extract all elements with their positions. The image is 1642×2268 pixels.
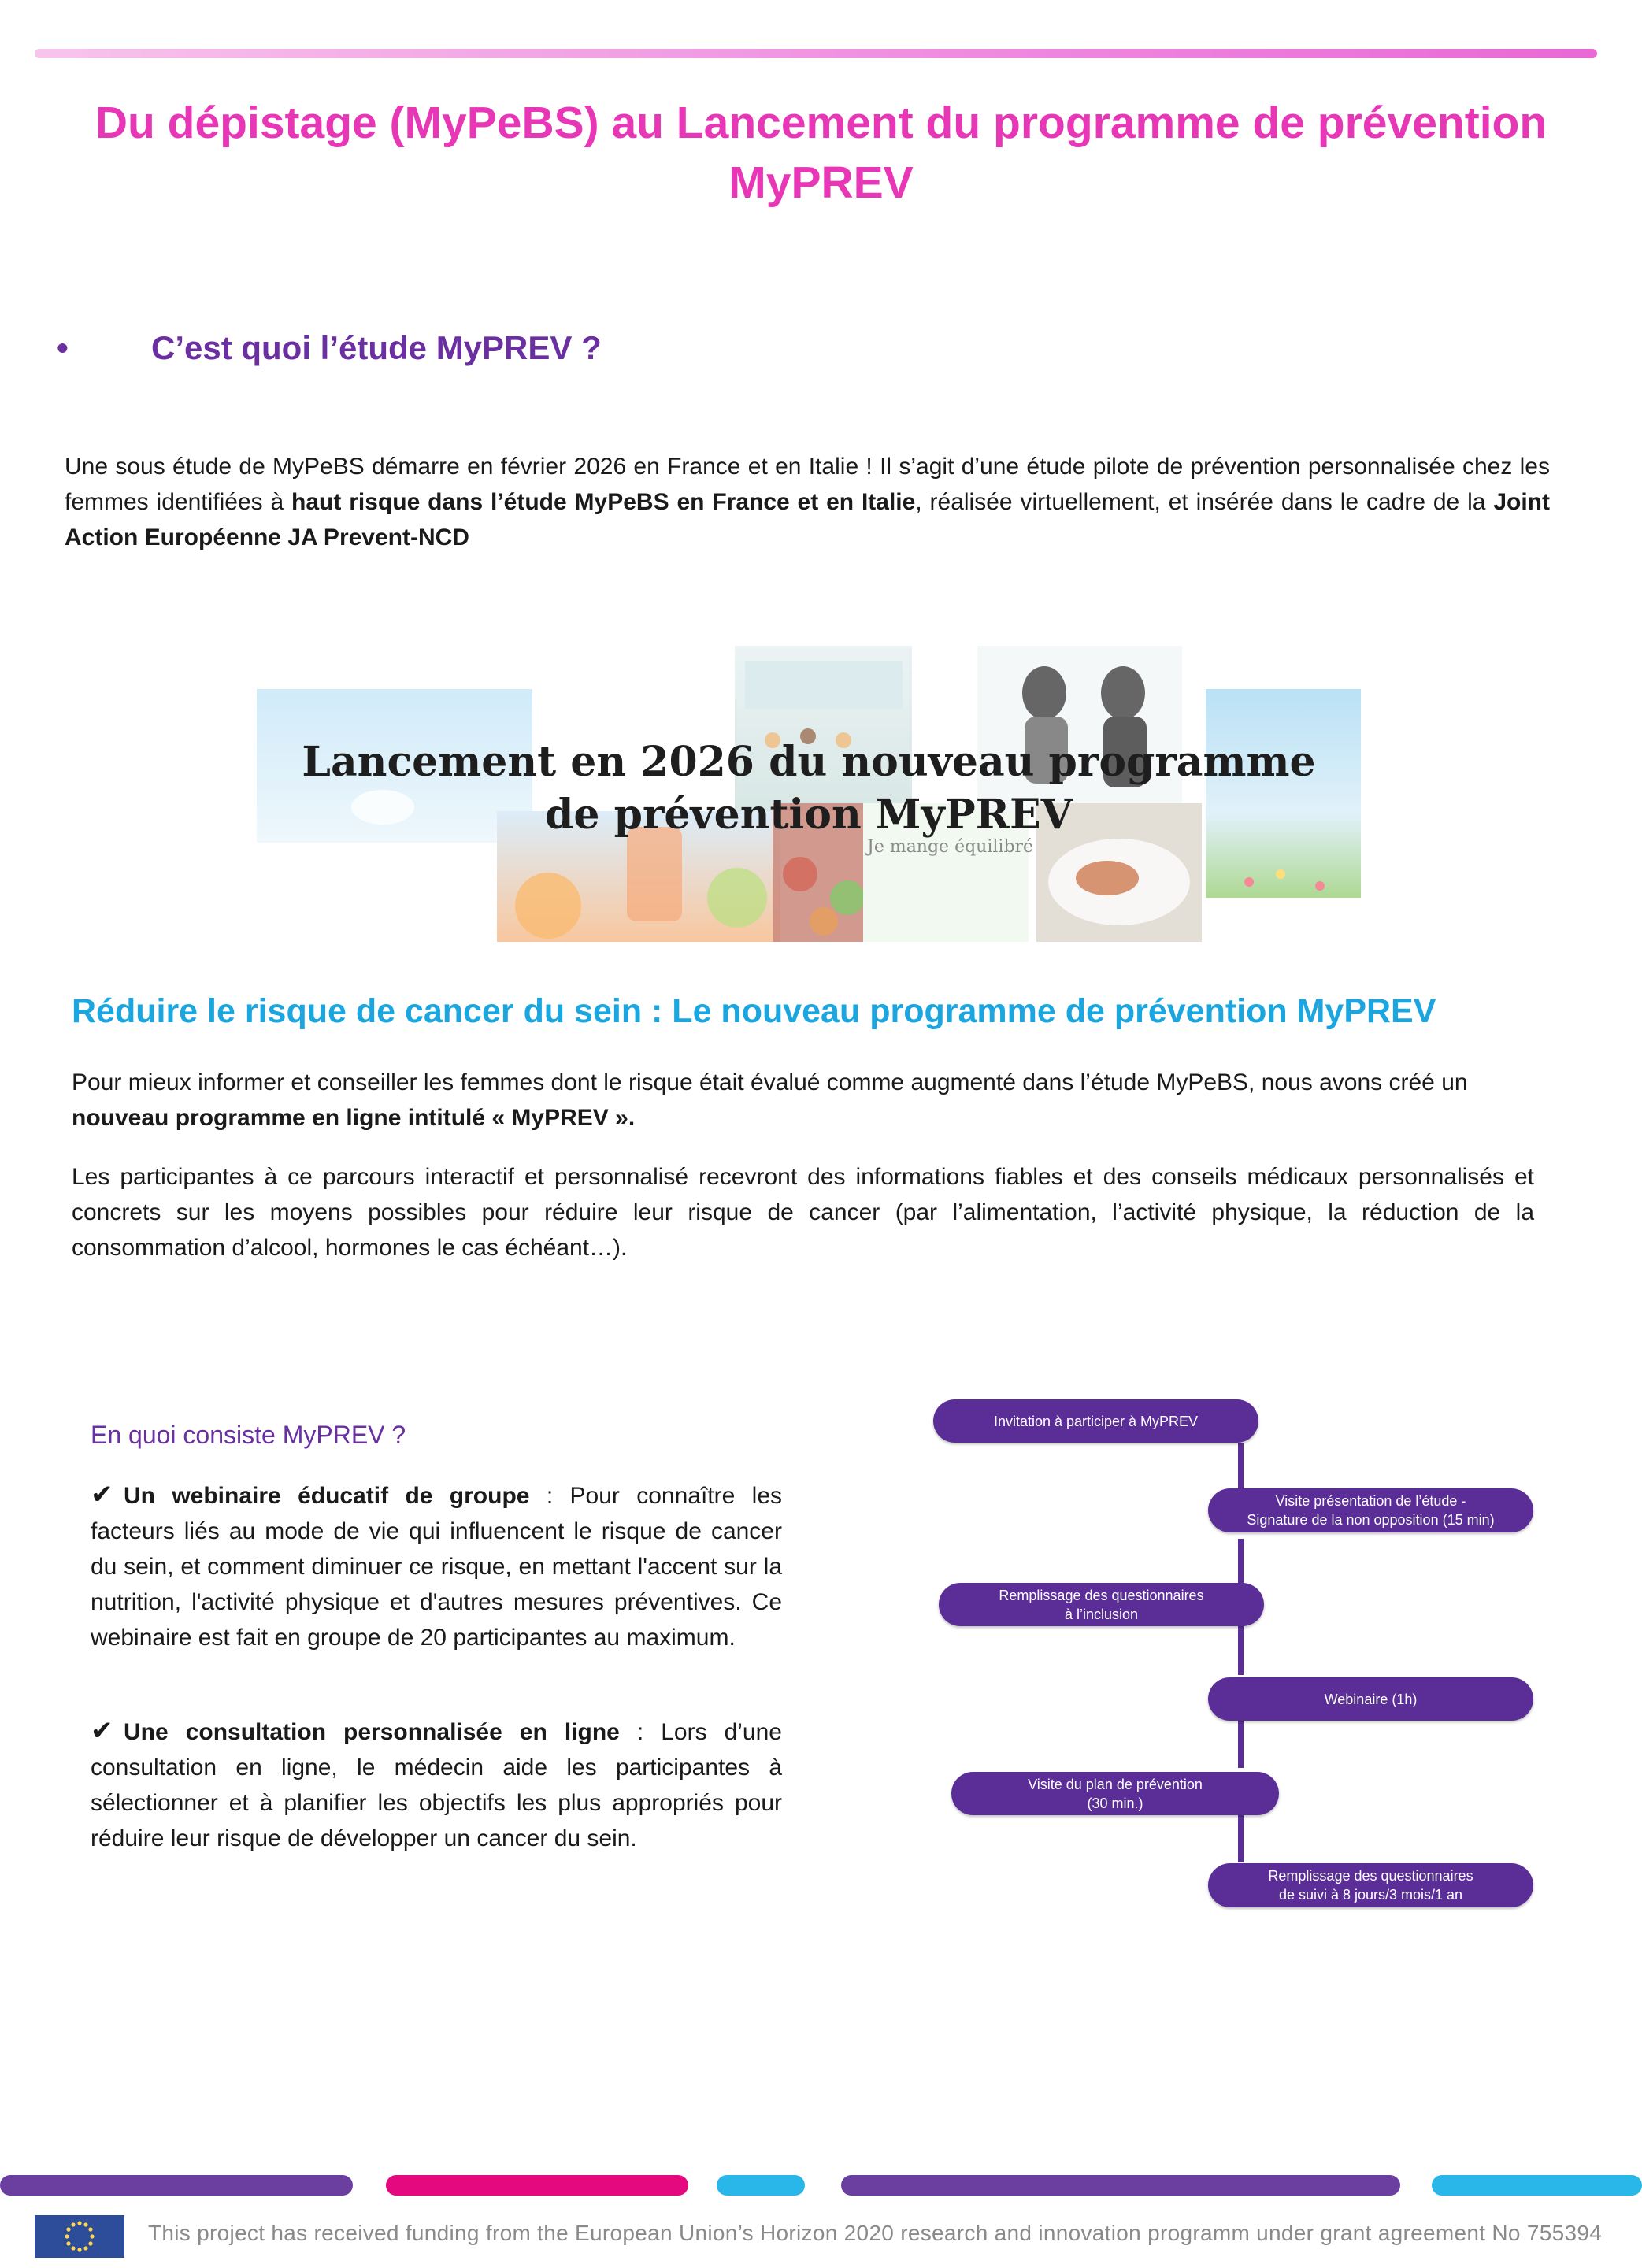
footer-bar-blue	[717, 2175, 805, 2196]
eu-flag-icon	[35, 2215, 124, 2258]
section-heading-reduce-risk: Réduire le risque de cancer du sein : Le nouveau programme de prévention MyPREV	[72, 992, 1436, 1030]
funding-statement: This project has received funding from the European Union’s Horizon 2020 research and innovation programm under grant agreement No 755394	[148, 2221, 1603, 2245]
flow-connector	[1238, 1625, 1244, 1675]
intro-text-1: Une sous étude de MyPeBS démarre en février 2026 en France et en Italie ! Il s’agit d’une étude pilote de prévention personnalisée chez les femmes identifiées à	[65, 454, 1550, 515]
flow-connector	[1238, 1443, 1244, 1488]
page-title: Du dépistage (MyPeBS) au Lancement du programme de prévention MyPREV	[95, 98, 1547, 208]
flow-connector	[1238, 1814, 1244, 1862]
footer-bar-blue-2	[1432, 2175, 1642, 2196]
section-heading-text: C’est quoi l’étude MyPREV ?	[151, 329, 602, 366]
flow-connector	[1238, 1539, 1244, 1583]
intro-text-2: , réalisée virtuellement, et insérée dans le cadre de la	[915, 489, 1494, 515]
program-intro-bold: nouveau programme en ligne intitulé « MyPREV ».	[72, 1105, 636, 1131]
consiste-item-webinar	[91, 1477, 782, 1655]
banner-caption: Je mange équilibré	[867, 837, 1034, 857]
section-heading-mystudy	[57, 329, 602, 367]
top-decorative-bar	[35, 49, 1597, 58]
item-title: Une consultation personnalisée en ligne	[124, 1719, 620, 1745]
flow-step-followup-questionnaires: Remplissage des questionnaires de suivi à 8 jours/3 mois/1 an	[1208, 1863, 1533, 1907]
flow-step-inclusion-questionnaires: Remplissage des questionnaires à l’inclusion	[939, 1583, 1264, 1626]
consiste-title: En quoi consiste MyPREV ?	[91, 1421, 406, 1449]
checkmark-icon: ✔	[91, 1716, 113, 1746]
item-text: : Pour connaître les facteurs liés au mode de vie qui influencent le risque de cancer du sein, et comment diminuer ce risque, en mettant l'accent sur la nutrition, l'activité physique et d'autres mesures préventives. Ce webinaire est fait en groupe de 20 participantes au maximum.	[91, 1483, 782, 1651]
flow-step-webinar: Webinaire (1h)	[1208, 1677, 1533, 1721]
intro-bold-2: Joint Action Européenne JA Prevent-NCD	[65, 489, 1550, 550]
item-text: : Lors d’une consultation en ligne, le médecin aide les participantes à sélectionner et à planifier les objectifs les plus appropriés pour réduire leur risque de développer un cancer du sein.	[91, 1719, 782, 1851]
program-intro-paragraph	[72, 1065, 1534, 1136]
flow-connector	[1238, 1719, 1244, 1768]
intro-bold-1: haut risque dans l’étude MyPeBS en France et en Italie	[291, 489, 916, 515]
checkmark-icon: ✔	[91, 1480, 113, 1510]
item-title: Un webinaire éducatif de groupe	[124, 1483, 530, 1509]
bullet-point: •	[57, 329, 69, 366]
banner-line1: Lancement en 2026 du nouveau programme	[302, 738, 1316, 786]
footer-bar-pink	[386, 2175, 688, 2196]
flow-step-presentation-visit: Visite présentation de l’étude - Signature de la non opposition (15 min)	[1208, 1488, 1533, 1532]
flow-step-invitation: Invitation à participer à MyPREV	[933, 1399, 1258, 1443]
flow-step-prevention-plan: Visite du plan de prévention (30 min.)	[951, 1772, 1279, 1815]
program-intro-text: Pour mieux informer et conseiller les femmes dont le risque était évalué comme augmenté dans l’étude MyPeBS, nous avons créé un	[72, 1069, 1468, 1095]
footer-bar-purple	[0, 2175, 353, 2196]
banner-line2: de prévention MyPREV	[545, 791, 1073, 839]
consiste-item-consultation	[91, 1714, 782, 1856]
intro-paragraph	[65, 449, 1550, 555]
program-details-paragraph: Les participantes à ce parcours interactif et personnalisé recevront des informations fiables et des conseils médicaux personnalisés et concrets sur les moyens possibles pour réduire leur risque de cancer (par l’alimentation, l’activité physique, la réduction de la consommation d’alcool, hormones le cas échéant…).	[72, 1164, 1534, 1261]
footer-bar-purple-2	[841, 2175, 1400, 2196]
launch-banner-image	[257, 646, 1361, 942]
